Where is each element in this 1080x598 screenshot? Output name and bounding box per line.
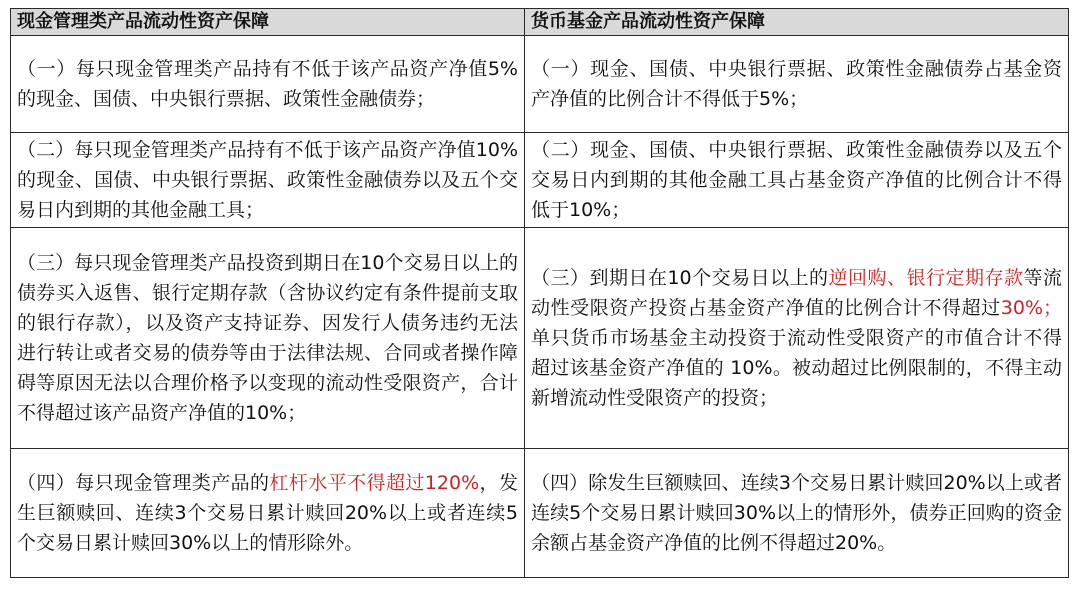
cell-cash-management bbox=[11, 133, 525, 228]
cell-cash-management bbox=[11, 449, 525, 578]
cell-text: （四）除发生巨额赎回、连续3个交易日累计赎回20%以上或者连续5个交易日累计赎回30%以上的情形外，债券正回购的资金余额占基金资产净值的比例不得超过20%。 bbox=[531, 472, 1062, 554]
cell-money-fund bbox=[525, 449, 1069, 578]
cell-text: （一）每只现金管理类产品持有不低于该产品资产净值5%的现金、国债、中央银行票据、政策性金融债券； bbox=[17, 58, 518, 110]
cell-money-fund bbox=[525, 228, 1069, 449]
cell-text: （三）每只现金管理类产品投资到期日在10个交易日以上的债券买入返售、银行定期存款（含协议约定有条件提前支取的银行存款），以及资产支持证券、因发行人债务违约无法进行转让或者交易的债券等由于法律法规、合同或者操作障碍等原因无法以合理价格予以变现的流动性受限资产，合计不得超过该产品资产净值的10%； bbox=[17, 252, 518, 424]
header-cash-management: 现金管理类产品流动性资产保障 bbox=[11, 9, 525, 36]
highlighted-text: 杠杆水平不得超过120% bbox=[269, 472, 480, 494]
table-row bbox=[11, 133, 1069, 228]
cell-text: ，发生巨额赎回、连续3个交易日累计赎回20%以上或者连续5个交易日累计赎回30%以上的情形除外。 bbox=[17, 472, 518, 554]
table-row bbox=[11, 449, 1069, 578]
cell-text: （二）现金、国债、中央银行票据、政策性金融债券以及五个交易日内到期的其他金融工具占基金资产净值的比例合计不得低于10%； bbox=[531, 139, 1062, 221]
header-row bbox=[11, 9, 1069, 36]
cell-cash-management bbox=[11, 228, 525, 449]
highlighted-text: 30%； bbox=[1000, 297, 1062, 319]
cell-text: （四）每只现金管理类产品的 bbox=[17, 472, 270, 494]
cell-money-fund bbox=[525, 36, 1069, 133]
header-money-fund: 货币基金产品流动性资产保障 bbox=[525, 9, 1069, 36]
table-row bbox=[11, 228, 1069, 449]
cell-money-fund bbox=[525, 133, 1069, 228]
cell-text: （二）每只现金管理类产品持有不低于该产品资产净值10%的现金、国债、中央银行票据、政策性金融债券以及五个交易日内到期的其他金融工具； bbox=[17, 139, 518, 221]
cell-text: （一）现金、国债、中央银行票据、政策性金融债券占基金资产净值的比例合计不得低于5%； bbox=[531, 58, 1062, 110]
highlighted-text: 逆回购、银行定期存款 bbox=[828, 267, 1024, 289]
comparison-table bbox=[10, 8, 1069, 578]
cell-cash-management bbox=[11, 36, 525, 133]
cell-text: （三）到期日在10个交易日以上的 bbox=[531, 267, 829, 289]
table-row bbox=[11, 36, 1069, 133]
cell-text: 单只货币市场基金主动投资于流动性受限资产的市值合计不得超过该基金资产净值的 10%。被动超过比例限制的，不得主动新增流动性受限资产的投资； bbox=[531, 327, 1062, 409]
cell-text: 等流动性受限资产投资占基金资产净值的比例合计不得超过 bbox=[531, 267, 1062, 319]
